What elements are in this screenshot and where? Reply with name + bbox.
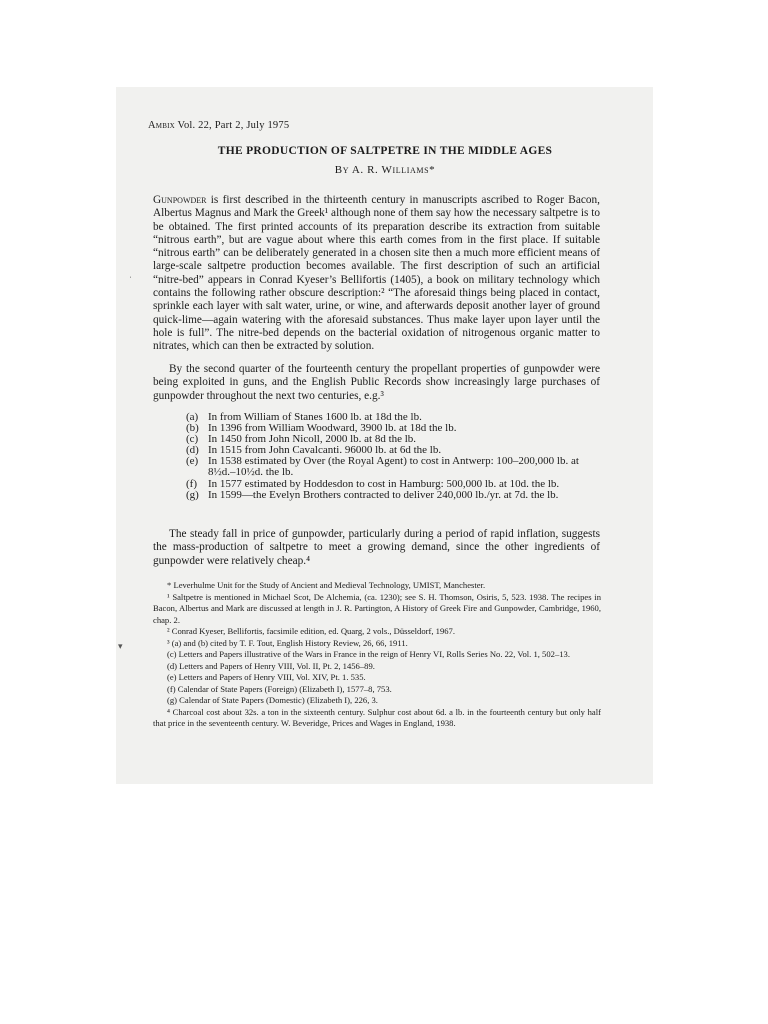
footnote: (g) Calendar of State Papers (Domestic) (Elizabeth I), 226, 3. bbox=[167, 695, 378, 705]
journal-name: Ambix bbox=[148, 120, 175, 131]
list-item: (f) In 1577 estimated by Hoddesdon to cost in Hamburg: 500,000 lb. at 10d. the lb. bbox=[186, 477, 560, 490]
footnote: * Leverhulme Unit for the Study of Ancient and Medieval Technology, UMIST, Manchester. bbox=[167, 580, 486, 590]
list-item: (c) In 1450 from John Nicoll, 2000 lb. at 8d the lb. bbox=[186, 433, 417, 446]
footnote: ¹ Saltpetre is mentioned in Michael Scot, De Alchemia, (ca. 1230); see S. H. Thomson, Osiris, 5, 523. 1938. The recipes in Bacon, Albertus and Mark are discussed at length in J. R. Partington, A History of Greek Fire and Gunpowder, Cambridge, 1960, chap. 2. bbox=[153, 591, 601, 625]
footnote: (c) Letters and Papers illustrative of the Wars in France in the reign of Henry VI, Rolls Series No. 22, Vol. 1, 502–13. bbox=[167, 649, 570, 659]
author-byline: By A. R. Williams* bbox=[334, 164, 436, 176]
journal-issue: Vol. 22, Part 2, July 1975 bbox=[177, 120, 290, 131]
list-item: (b) In 1396 from William Woodward, 3900 lb. at 18d the lb. bbox=[186, 422, 457, 435]
footnote: ² Conrad Kyeser, Bellifortis, facsimile edition, ed. Quarg, 2 vols., Düsseldorf, 1967. bbox=[167, 626, 456, 636]
list-item: (g) In 1599—the Evelyn Brothers contracted to deliver 240,000 lb./yr. at 7d. the lb. bbox=[186, 488, 559, 501]
paragraph-purchases: By the second quarter of the fourteenth century the propellant properties of gunpowder were being exploited in guns, and the English Public Records show increasingly large purchases of gunpowder throughout the next two centuries, e.g.³ bbox=[153, 363, 600, 402]
list-item: (d) In 1515 from John Cavalcanti. 96000 lb. at 6d the lb. bbox=[186, 444, 442, 457]
footnote: ⁴ Charcoal cost about 32s. a ton in the sixteenth century. Sulphur cost about 6d. a lb. in the fourteenth century but only half that price in the seventeenth century. W. Beveridge, Prices and Wages in England, 1938. bbox=[153, 706, 601, 728]
footnotes bbox=[153, 580, 601, 730]
footnote: (e) Letters and Papers of Henry VIII, Vol. XIV, Pt. 1. 535. bbox=[167, 672, 366, 682]
footnote: (f) Calendar of State Papers (Foreign) (Elizabeth I), 1577–8, 753. bbox=[167, 683, 392, 694]
scan-speck: ▾ bbox=[118, 641, 123, 651]
paragraph-intro bbox=[153, 194, 600, 354]
footnote: ³ (a) and (b) cited by T. F. Tout, English History Review, 26, 66, 1911. bbox=[167, 637, 408, 648]
lead-word: Gunpowder bbox=[153, 194, 207, 206]
paragraph-conclusion: The steady fall in price of gunpowder, particularly during a period of rapid inflation, suggests the mass-production of saltpetre to meet a growing demand, since the other ingredients of gunpowder were relatively cheap.⁴ bbox=[153, 528, 600, 567]
paragraph-intro-body: is first described in the thirteenth century in manuscripts ascribed to Roger Bacon, Albertus Magnus and Mark the Greek¹ although none of them say how the necessary saltpetre is to be obtained. The first printed accounts of its preparation describe its extraction from suitable “nitrous earth”, but are vague about where this earth comes from in the first place. If suitable “nitrous earth” can be deliberately generated in a chosen site then a much more efficient means of large-scale saltpetre production becomes available. The first description of such an artificial “nitre-bed” appears in Conrad Kyeser’s Bellifortis (1405), a book on military technology which contains the following rather obscure description:² “The aforesaid things being placed in contact, sprinkle each layer with salt water, urine, or wine, and afterwards deposit another layer of ground quick-lime—again watering with the aforesaid substances. Thus make layer upon layer until the hole is full”. The nitre-bed depends on the bacterial oxidation of nitrogenous organic matter to nitrates, which can then be extracted by solution. bbox=[153, 194, 600, 353]
scan-speck: ˌ bbox=[129, 268, 132, 278]
journal-header bbox=[148, 120, 289, 131]
article-title: THE PRODUCTION OF SALTPETRE IN THE MIDDLE AGES bbox=[217, 145, 553, 157]
list-item: (a) In from William of Stanes 1600 lb. at 18d the lb. bbox=[186, 411, 422, 423]
footnote: (d) Letters and Papers of Henry VIII, Vol. II, Pt. 2, 1456–89. bbox=[167, 660, 375, 671]
purchase-list bbox=[186, 412, 586, 501]
list-item: (e) In 1538 estimated by Over (the Royal Agent) to cost in Antwerp: 100–200,000 lb. at 8½d.–10½d. the lb. bbox=[186, 455, 579, 479]
